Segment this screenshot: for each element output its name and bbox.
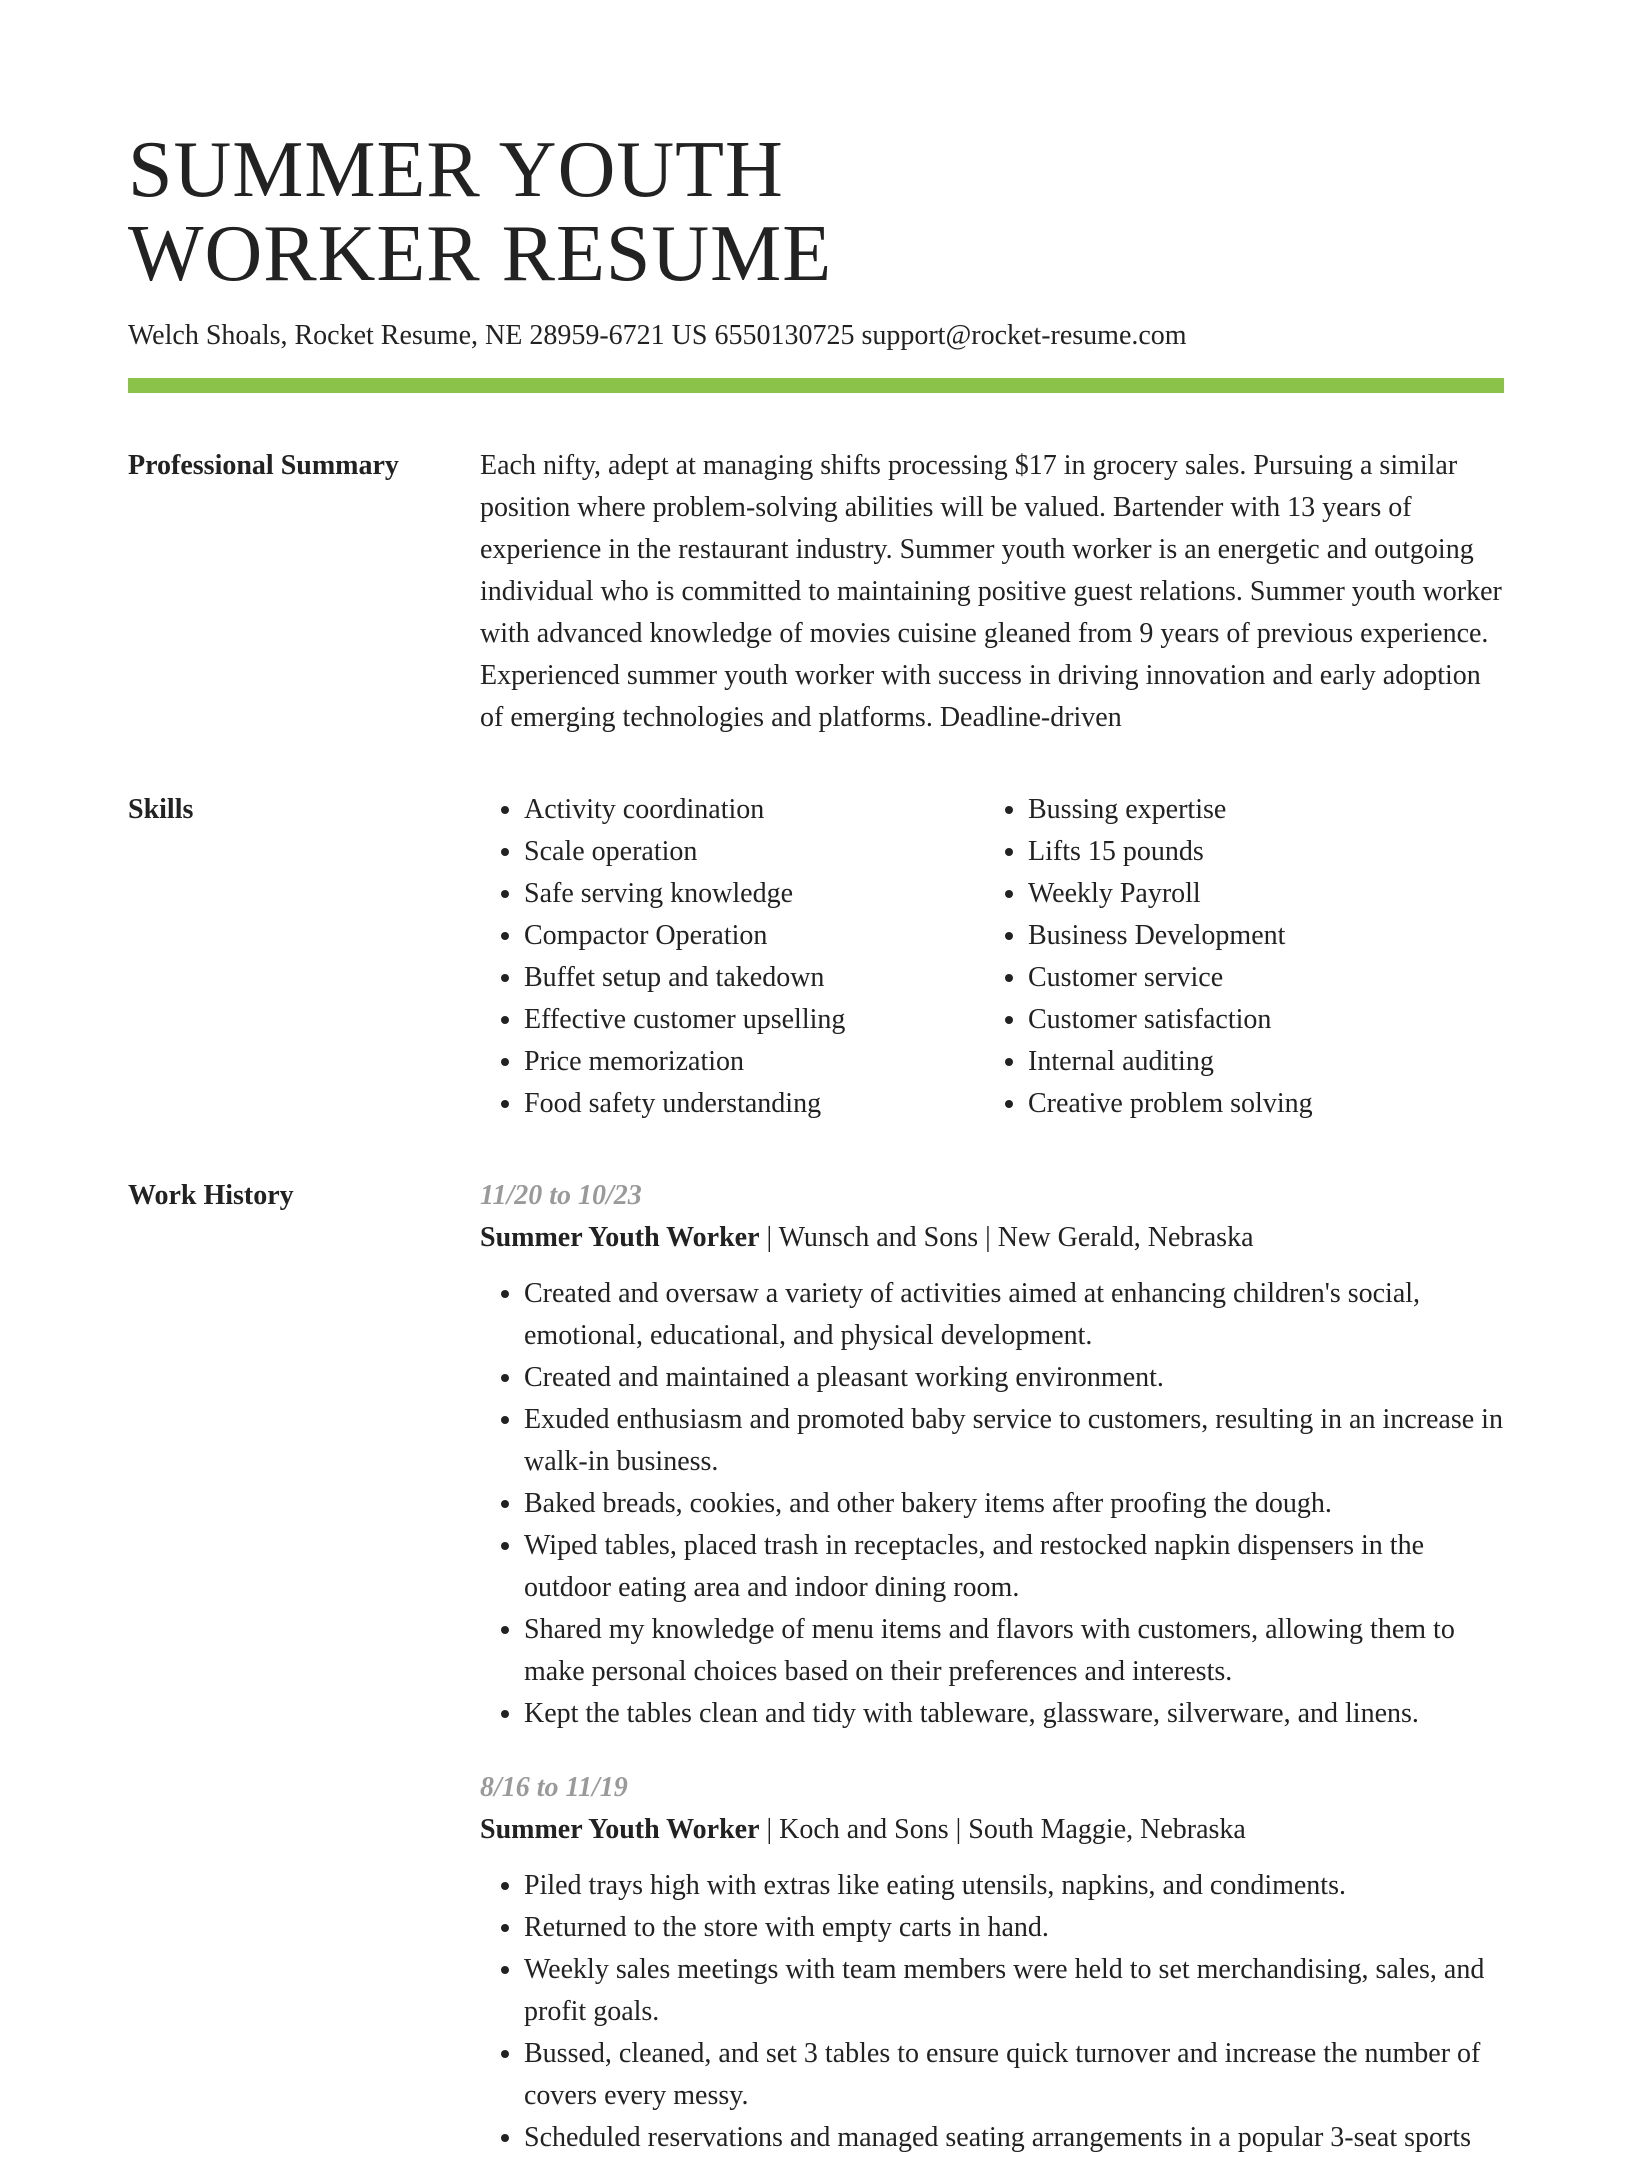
summary-text: Each nifty, adept at managing shifts processing $17 in grocery sales. Pursuing a similar position where problem-solving abilities will be valued. Bartender with 13 years of experience in the restaurant industry. Summer youth worker is an energetic and outgoing individual who is committed to maintaining positive guest relations. Summer youth worker with advanced knowledge of movies cuisine gleaned from 9 years of previous experience. Experienced summer youth worker with success in driving innovation and early adoption of emerging technologies and platforms. Deadline-driven bbox=[480, 450, 1502, 733]
job-bullet: • Baked breads, cookies, and other bakery items after proofing the dough. bbox=[524, 1483, 1504, 1525]
job-bullet: • Shared my knowledge of menu items and flavors with customers, allowing them to make personal choices based on their preferences and interests. bbox=[524, 1609, 1504, 1693]
job-title: Summer Youth Worker bbox=[480, 1222, 760, 1253]
skill-item: • Customer service bbox=[1028, 957, 1488, 999]
skill-item: • Price memorization bbox=[524, 1041, 984, 1083]
job-details: | Wunsch and Sons | New Gerald, Nebraska bbox=[759, 1222, 1254, 1253]
skill-item: • Bussing expertise bbox=[1028, 789, 1488, 831]
title-line-2: WORKER RESUME bbox=[128, 210, 833, 298]
skill-item: • Customer satisfaction bbox=[1028, 999, 1488, 1041]
job-bullet: • Created and maintained a pleasant working environment. bbox=[524, 1357, 1504, 1399]
skill-item: • Buffet setup and takedown bbox=[524, 957, 984, 999]
skills-list-left bbox=[480, 789, 984, 1125]
skill-item: • Internal auditing bbox=[1028, 1041, 1488, 1083]
skills-list-right bbox=[984, 789, 1488, 1125]
job-title-line bbox=[480, 1217, 1504, 1259]
skill-item: • Effective customer upselling bbox=[524, 999, 984, 1041]
job-title-line bbox=[480, 1809, 1504, 1851]
summary-section bbox=[128, 445, 1504, 739]
title-line-1: SUMMER YOUTH bbox=[128, 126, 784, 214]
job-bullet: • Exuded enthusiasm and promoted baby service to customers, resulting in an increase in walk-in business. bbox=[524, 1399, 1504, 1483]
work-history-section bbox=[128, 1175, 1504, 2159]
skills-label: Skills bbox=[128, 794, 194, 825]
skill-item: • Safe serving knowledge bbox=[524, 873, 984, 915]
job-entry bbox=[480, 1767, 1504, 2159]
skill-item: • Food safety understanding bbox=[524, 1083, 984, 1125]
job-bullets bbox=[480, 1273, 1504, 1735]
job-bullet: • Weekly sales meetings with team members were held to set merchandising, sales, and profit goals. bbox=[524, 1949, 1504, 2033]
resume-title bbox=[128, 128, 1504, 296]
job-bullets bbox=[480, 1865, 1504, 2159]
job-bullet: • Created and oversaw a variety of activities aimed at enhancing children's social, emotional, educational, and physical development. bbox=[524, 1273, 1504, 1357]
job-details: | Koch and Sons | South Maggie, Nebraska bbox=[759, 1814, 1246, 1845]
skill-item: • Activity coordination bbox=[524, 789, 984, 831]
resume-page bbox=[128, 128, 1504, 2159]
work-history-label: Work History bbox=[128, 1180, 294, 1211]
skill-item: • Lifts 15 pounds bbox=[1028, 831, 1488, 873]
job-entry bbox=[480, 1175, 1504, 1735]
job-bullet: • Returned to the store with empty carts in hand. bbox=[524, 1907, 1504, 1949]
skill-item: • Creative problem solving bbox=[1028, 1083, 1488, 1125]
skill-item: • Business Development bbox=[1028, 915, 1488, 957]
job-bullet: • Scheduled reservations and managed seating arrangements in a popular 3-seat sports bbox=[524, 2117, 1504, 2159]
job-dates: 8/16 to 11/19 bbox=[480, 1772, 628, 1803]
summary-label: Professional Summary bbox=[128, 450, 399, 481]
header-divider bbox=[128, 378, 1504, 393]
contact-line: Welch Shoals, Rocket Resume, NE 28959-6721 US 6550130725 support@rocket-resume.com bbox=[128, 320, 1187, 351]
skills-section bbox=[128, 789, 1504, 1125]
job-title: Summer Youth Worker bbox=[480, 1814, 760, 1845]
job-bullet: • Bussed, cleaned, and set 3 tables to ensure quick turnover and increase the number of covers every messy. bbox=[524, 2033, 1504, 2117]
skill-item: • Weekly Payroll bbox=[1028, 873, 1488, 915]
skill-item: • Compactor Operation bbox=[524, 915, 984, 957]
job-dates: 11/20 to 10/23 bbox=[480, 1180, 642, 1211]
job-bullet: • Kept the tables clean and tidy with tableware, glassware, silverware, and linens. bbox=[524, 1693, 1504, 1735]
skill-item: • Scale operation bbox=[524, 831, 984, 873]
job-bullet: • Wiped tables, placed trash in receptacles, and restocked napkin dispensers in the outdoor eating area and indoor dining room. bbox=[524, 1525, 1504, 1609]
job-bullet: • Piled trays high with extras like eating utensils, napkins, and condiments. bbox=[524, 1865, 1504, 1907]
